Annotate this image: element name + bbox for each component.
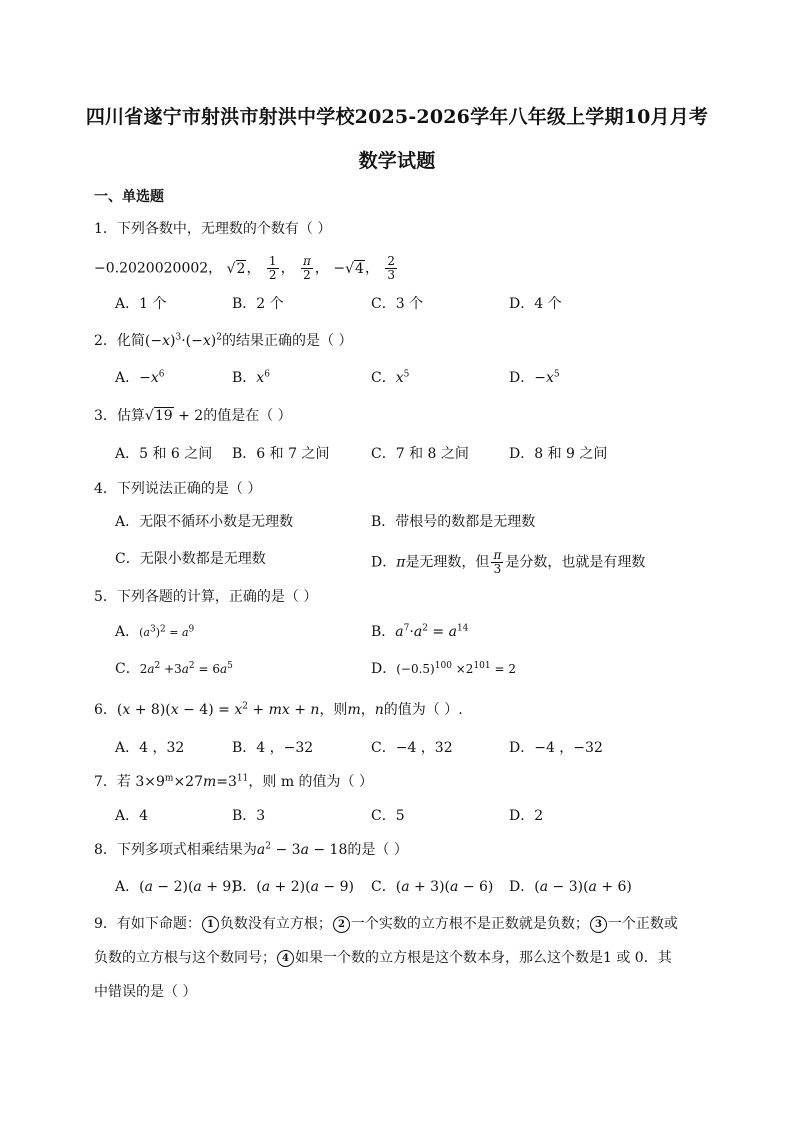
q1-option-b[interactable]: B．2 个 [232, 296, 284, 312]
question-9-line2: 负数的立方根与这个数同号； 4 如果一个数的立方根是这个数本身，那么这个数是1 或 0．其 [94, 950, 672, 966]
circled-number-2: 2 [333, 916, 350, 933]
question-4-stem: 4．下列说法正确的是（ ） [94, 481, 262, 497]
q5-option-b[interactable]: B．$a^7\cdot a^2 = a^{14}$ [371, 623, 469, 640]
question-9-line1: 9．有如下命题： 1 负数没有立方根； 2 一个实数的立方根不是正数就是负数； 3 一个正数或 [94, 916, 678, 932]
q5-option-c[interactable]: C．$2a^2 +3a^2 = 6a^5$ [115, 661, 233, 677]
q2-option-c[interactable]: C．$x^5$ [371, 369, 410, 386]
question-8-stem: 8．下列多项式相乘结果为$a^2 - 3a - 18$的是（ ） [94, 841, 408, 858]
q7-option-b[interactable]: B．3 [232, 808, 266, 824]
q1-option-d[interactable]: D．4 个 [509, 296, 562, 312]
question-1-numbers: −0.2020020002， √2， $\frac{1}{2}$ ， $\frac{\pi}{2}$ ， −√4， $\frac{2}{3}$ [94, 254, 396, 282]
exam-title-line2: 数学试题 [358, 150, 436, 172]
q6-option-b[interactable]: B．4 ，−32 [232, 740, 314, 756]
sqrt-4: √4 [345, 260, 364, 277]
q7-option-c[interactable]: C．5 [371, 808, 405, 824]
circled-number-4: 4 [277, 950, 294, 967]
exam-title-line1: 四川省遂宁市射洪市射洪中学校2025-2026学年八年级上学期10月月考 [85, 106, 709, 128]
q2-option-b[interactable]: B．$x^6$ [232, 369, 270, 386]
question-9-line3: 中错误的是（ ） [94, 984, 197, 1000]
q4-option-b[interactable]: B．带根号的数都是无理数 [371, 514, 536, 530]
q6-equation: $(x + 8)(x - 4) = x^2$ + mx + n [116, 701, 320, 718]
sqrt-2: √2 [226, 260, 246, 277]
q6-option-d[interactable]: D．−4 ，−32 [509, 740, 603, 756]
q8-option-d[interactable]: D．(a − 3)(a + 6) [509, 879, 632, 895]
q1-option-a[interactable]: A．1 个 [115, 296, 167, 312]
sqrt-19: √19 [144, 408, 173, 424]
section-heading: 一、单选题 [94, 189, 164, 205]
question-3-stem: 3．估算√19 + 2的值是在（ ） [94, 408, 292, 424]
q6-option-a[interactable]: A．4 ，32 [115, 740, 185, 756]
q4-option-a[interactable]: A．无限不循环小数是无理数 [115, 514, 294, 530]
circled-number-1: 1 [202, 916, 219, 933]
q5-option-d[interactable]: D．$(-0.5)^{100} \times 2^{101} = 2$ [371, 661, 516, 677]
q7-option-a[interactable]: A．4 [115, 808, 149, 824]
fraction-pi-third: $\frac{\pi}{3}$ [493, 548, 502, 576]
q2-expression: $(-x)^3\cdot(-x)^2$ [144, 332, 222, 349]
q3-option-c[interactable]: C．7 和 8 之间 [371, 446, 469, 462]
q4-option-c[interactable]: C．无限小数都是无理数 [115, 551, 266, 567]
q3-option-b[interactable]: B．6 和 7 之间 [232, 446, 330, 462]
question-1-stem: 1．下列各数中，无理数的个数有（ ） [94, 221, 332, 237]
question-5-stem: 5．下列各题的计算，正确的是（ ） [94, 589, 318, 605]
fraction-one-half: $\frac{1}{2}$ [268, 254, 277, 282]
q5-option-a[interactable]: A．$(a^3)^2 = a^9$ [115, 624, 195, 640]
circled-number-3: 3 [590, 916, 607, 933]
q8-option-b[interactable]: B．(a + 2)(a − 9) [232, 879, 354, 895]
question-7-stem: 7．若 $3\times 9^m\times 27m=3^{11}$，则 m 的值为（ ） [94, 773, 374, 790]
fraction-two-thirds: $\frac{2}{3}$ [387, 254, 396, 282]
q2-option-a[interactable]: A．$-x^6$ [115, 369, 165, 386]
q3-option-a[interactable]: A．5 和 6 之间 [115, 446, 213, 462]
question-2-stem: 2．化简$(-x)^3\cdot(-x)^2$的结果正确的是（ ） [94, 332, 353, 349]
q4-option-d[interactable]: D．π是无理数，但 $\frac{\pi}{3}$ 是分数，也就是有理数 [371, 548, 646, 576]
q2-option-d[interactable]: D．$-x^5$ [509, 369, 560, 386]
q7-option-d[interactable]: D．2 [509, 808, 544, 824]
fraction-pi-half: $\frac{\pi}{2}$ [303, 254, 311, 282]
q8-option-a[interactable]: A．(a − 2)(a + 9) [115, 879, 237, 895]
q6-option-c[interactable]: C．−4 ，32 [371, 740, 453, 756]
q3-option-d[interactable]: D．8 和 9 之间 [509, 446, 608, 462]
question-6-stem: 6．$(x + 8)(x - 4) = x^2$ + mx + n，则m，n的值为（ ）. [94, 701, 463, 718]
q8-option-c[interactable]: C．(a + 3)(a − 6) [371, 879, 494, 895]
q1-option-c[interactable]: C．3 个 [371, 296, 424, 312]
